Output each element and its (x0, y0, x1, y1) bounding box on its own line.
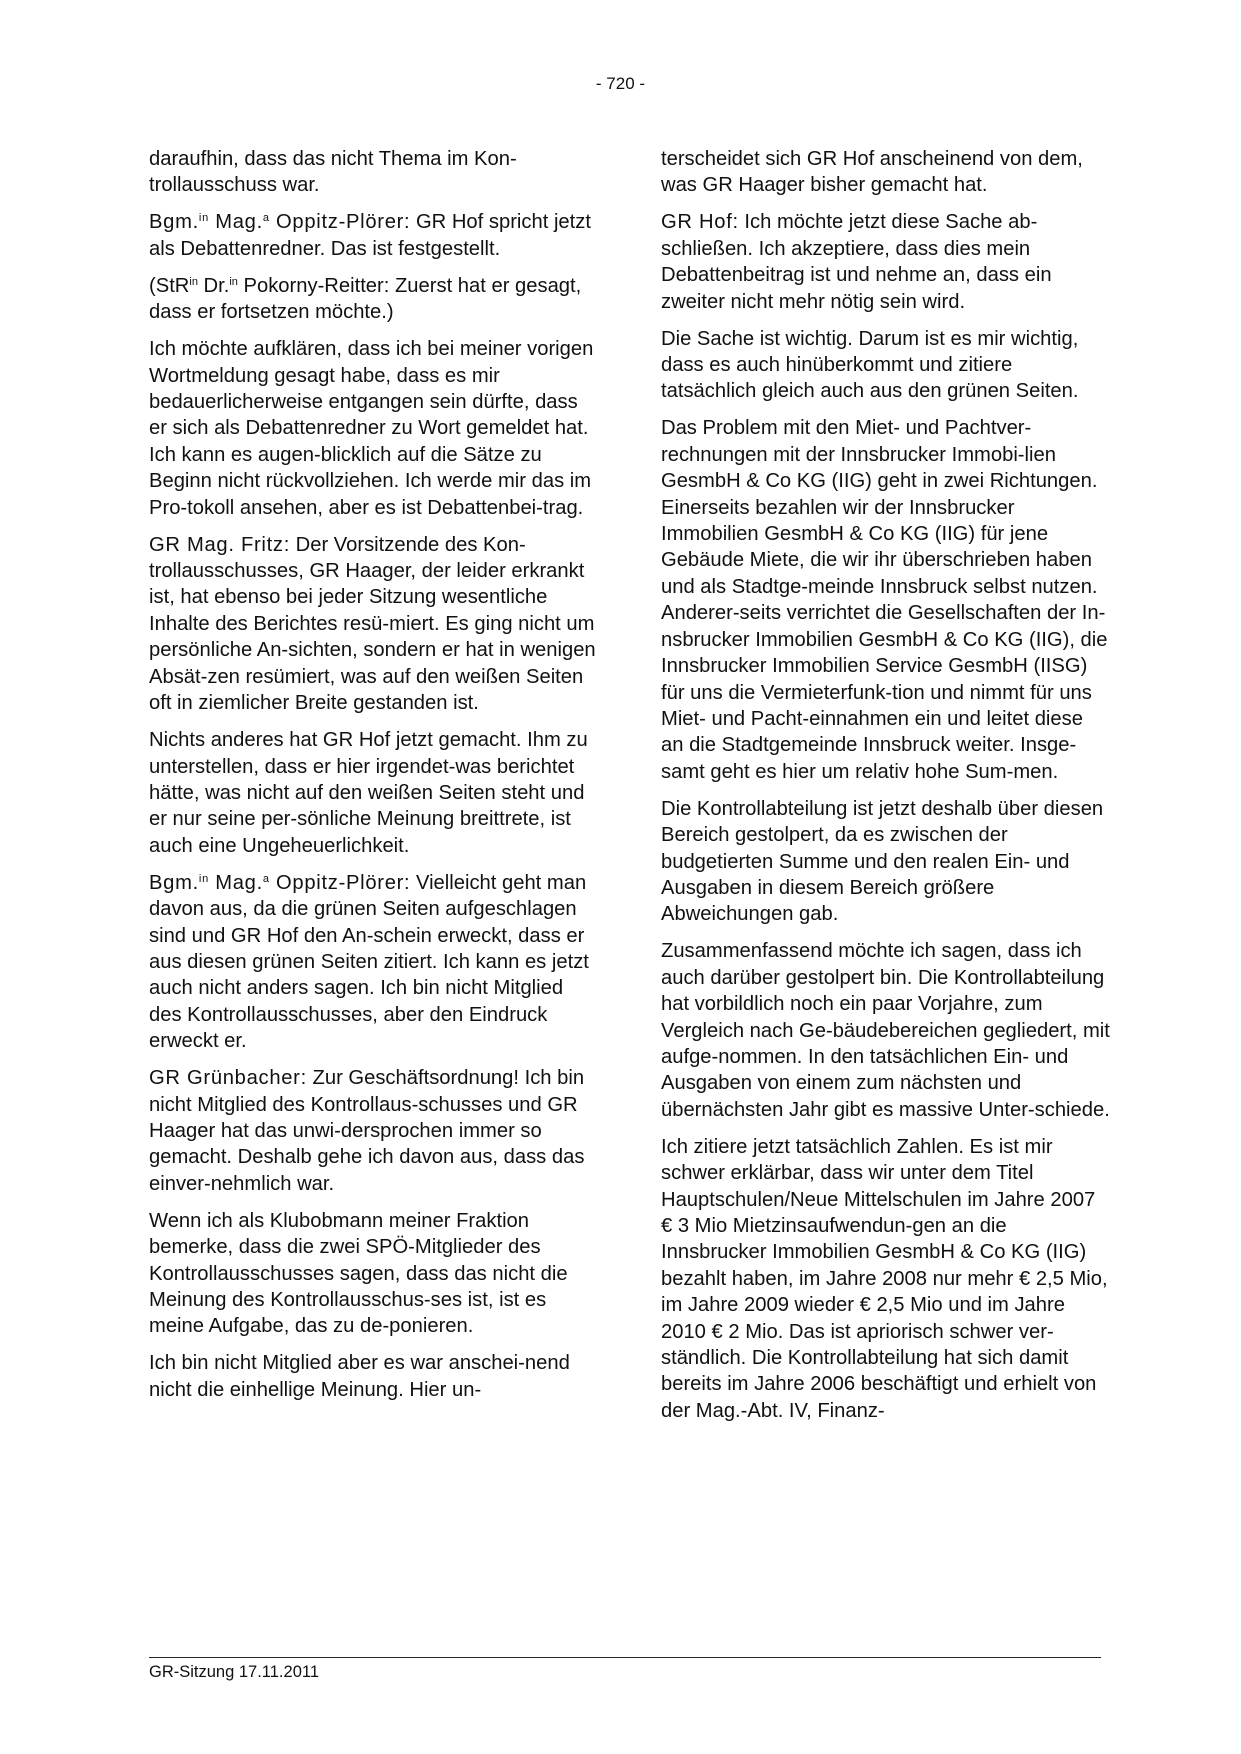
speaker-name: GR Mag. Fritz: (149, 533, 291, 556)
paragraph (661, 209, 1111, 315)
paragraph: Die Sache ist wichtig. Darum ist es mir wichtig, dass es auch hinüberkommt und zitiere tatsächlich gleich auch aus den grünen Seiten. (661, 327, 1079, 403)
page-number: - 720 - (595, 74, 646, 93)
paragraph: Ich möchte aufklären, dass ich bei meiner vorigen Wortmeldung gesagt habe, dass es mir bedauerlicherweise entgangen sein dürfte, dass er sich als Debattenredner zu Wort gemeldet hat. Ich kann es augen-blicklich auf die Sätze zu Beginn nicht rückvollziehen. Ich werde mir das im Pro-tokoll ansehen, aber es ist Debattenbei-trag. (149, 338, 594, 519)
footer-text: GR-Sitzung 17.11.2011 (149, 1663, 319, 1681)
paragraph: Das Problem mit den Miet- und Pachtver-rechnungen mit der Innsbrucker Immobi-lien GesmbH & Co KG (IIG) geht in zwei Richtungen. Einerseits bezahlen wir der Innsbrucker Immobilien GesmbH & Co KG (IIG) für jene Gebäude Miete, die wir ihr überschrieben haben und als Stadtge-meinde Innsbruck selbst nutzen. Anderer-seits verrichtet die Gesellschaften der In-nsbrucker Immobilien GesmbH & Co KG (IIG), die Innsbrucker Immobilien Service GesmbH (IISG) für uns die Vermieterfunk-tion und nimmt für uns Miet- und Pacht-einnahmen ein und leitet diese an die Stadtgemeinde Innsbruck weiter. Insge-samt geht es hier um relativ hohe Sum-men. (661, 417, 1108, 783)
paragraph: Ich bin nicht Mitglied aber es war anschei-nend nicht die einhellige Meinung. Hier un- (149, 1352, 570, 1401)
paragraph: (StR$^{in}$ Dr.$^{in}$ Pokorny-Reitter: Zuerst hat er gesagt, dass er fortsetzen möchte.) (149, 274, 582, 324)
paragraph: daraufhin, dass das nicht Thema im Kon-trollausschuss war. (149, 148, 517, 197)
speech-text: Zur Geschäftsordnung! Ich bin nicht Mitglied des Kontrollaus-schusses und GR Haager hat das unwi-dersprochen immer so gemacht. Deshalb gehe ich davon aus, dass das einver-nehmlich war. (149, 1067, 585, 1195)
speaker-name: Bgm.$^{in}$ Mag.$^a$ Oppitz-Plörer: (149, 871, 411, 894)
speaker-name: GR Hof: (661, 211, 739, 234)
speech-text: GR Hof spricht jetzt als Debattenredner. Das ist festgestellt. (149, 211, 591, 260)
paragraph (149, 870, 599, 1055)
paragraph: Zusammenfassend möchte ich sagen, dass ich auch darüber gestolpert bin. Die Kontrollabteilung hat vorbildlich noch ein paar Vorjahre, zum Vergleich nach Ge-bäudebereichen gegliedert, mit aufge-nommen. In den tatsächlichen Ein- und Ausgaben von einem zum nächsten und übernächsten Jahr gibt es massive Unter-schiede. (661, 940, 1110, 1121)
paragraph (149, 1065, 599, 1197)
footer-divider (149, 1657, 1101, 1658)
speech-text: Vielleicht geht man davon aus, da die grünen Seiten aufgeschlagen sind und GR Hof den An-schein erweckt, dass er aus diesen grünen Seiten zitiert. Ich kann es jetzt auch nicht anders sagen. Ich bin nicht Mitglied des Kontrollausschusses, aber den Eindruck erweckt er. (149, 871, 589, 1053)
paragraph: Die Kontrollabteilung ist jetzt deshalb über diesen Bereich gestolpert, da es zwischen der budgetierten Summe und den realen Ein- und Ausgaben in diesem Bereich größere Abweichungen gab. (661, 797, 1104, 926)
right-column (661, 146, 1111, 1435)
speech-text: Der Vorsitzende des Kon-trollausschusses, GR Haager, der leider erkrankt ist, hat ebenso bei jeder Sitzung wesentliche Inhalte des Berichtes resü-miert. Es ging nicht um persönliche An-sichten, sondern er hat in wenigen Absät-zen resümiert, was auf den weißen Seiten oft in ziemlicher Breite gestanden ist. (149, 533, 596, 715)
paragraph: Nichts anderes hat GR Hof jetzt gemacht. Ihm zu unterstellen, dass er hier irgendet-was berichtet hätte, was nicht auf den weißen Seiten steht und er nur seine per-sönliche Meinung breittrete, ist auch eine Ungeheuerlichkeit. (149, 729, 588, 857)
paragraph: Wenn ich als Klubobmann meiner Fraktion bemerke, dass die zwei SPÖ-Mitglieder des Kontrollausschusses sagen, dass das nicht die Meinung des Kontrollausschus-ses ist, ist es meine Aufgabe, das zu de-ponieren. (149, 1209, 568, 1338)
paragraph: Ich zitiere jetzt tatsächlich Zahlen. Es ist mir schwer erklärbar, dass wir unter dem Titel Hauptschulen/Neue Mittelschulen im Jahre 2007 € 3 Mio Mietzinsaufwendun-gen an die Innsbrucker Immobilien GesmbH & Co KG (IIG) bezahlt haben, im Jahre 2008 nur mehr € 2,5 Mio, im Jahre 2009 wieder € 2,5 Mio und im Jahre 2010 € 2 Mio. Das ist apriorisch schwer ver-ständlich. Die Kontrollabteilung hat sich damit bereits im Jahre 2006 beschäftigt und erhielt von der Mag.-Abt. IV, Finanz- (661, 1135, 1108, 1422)
paragraph (149, 209, 599, 262)
paragraph: terscheidet sich GR Hof anscheinend von dem, was GR Haager bisher gemacht hat. (661, 148, 1083, 197)
speaker-name: GR Grünbacher: (149, 1067, 307, 1090)
left-column (149, 146, 599, 1414)
speech-text: Ich möchte jetzt diese Sache ab-schließen. Ich akzeptiere, dass dies mein Debattenbeitrag ist und nehme an, dass ein zweiter nicht mehr nötig sein wird. (661, 211, 1052, 313)
speaker-name: Bgm.$^{in}$ Mag.$^a$ Oppitz-Plörer: (149, 211, 411, 234)
paragraph (149, 532, 599, 717)
